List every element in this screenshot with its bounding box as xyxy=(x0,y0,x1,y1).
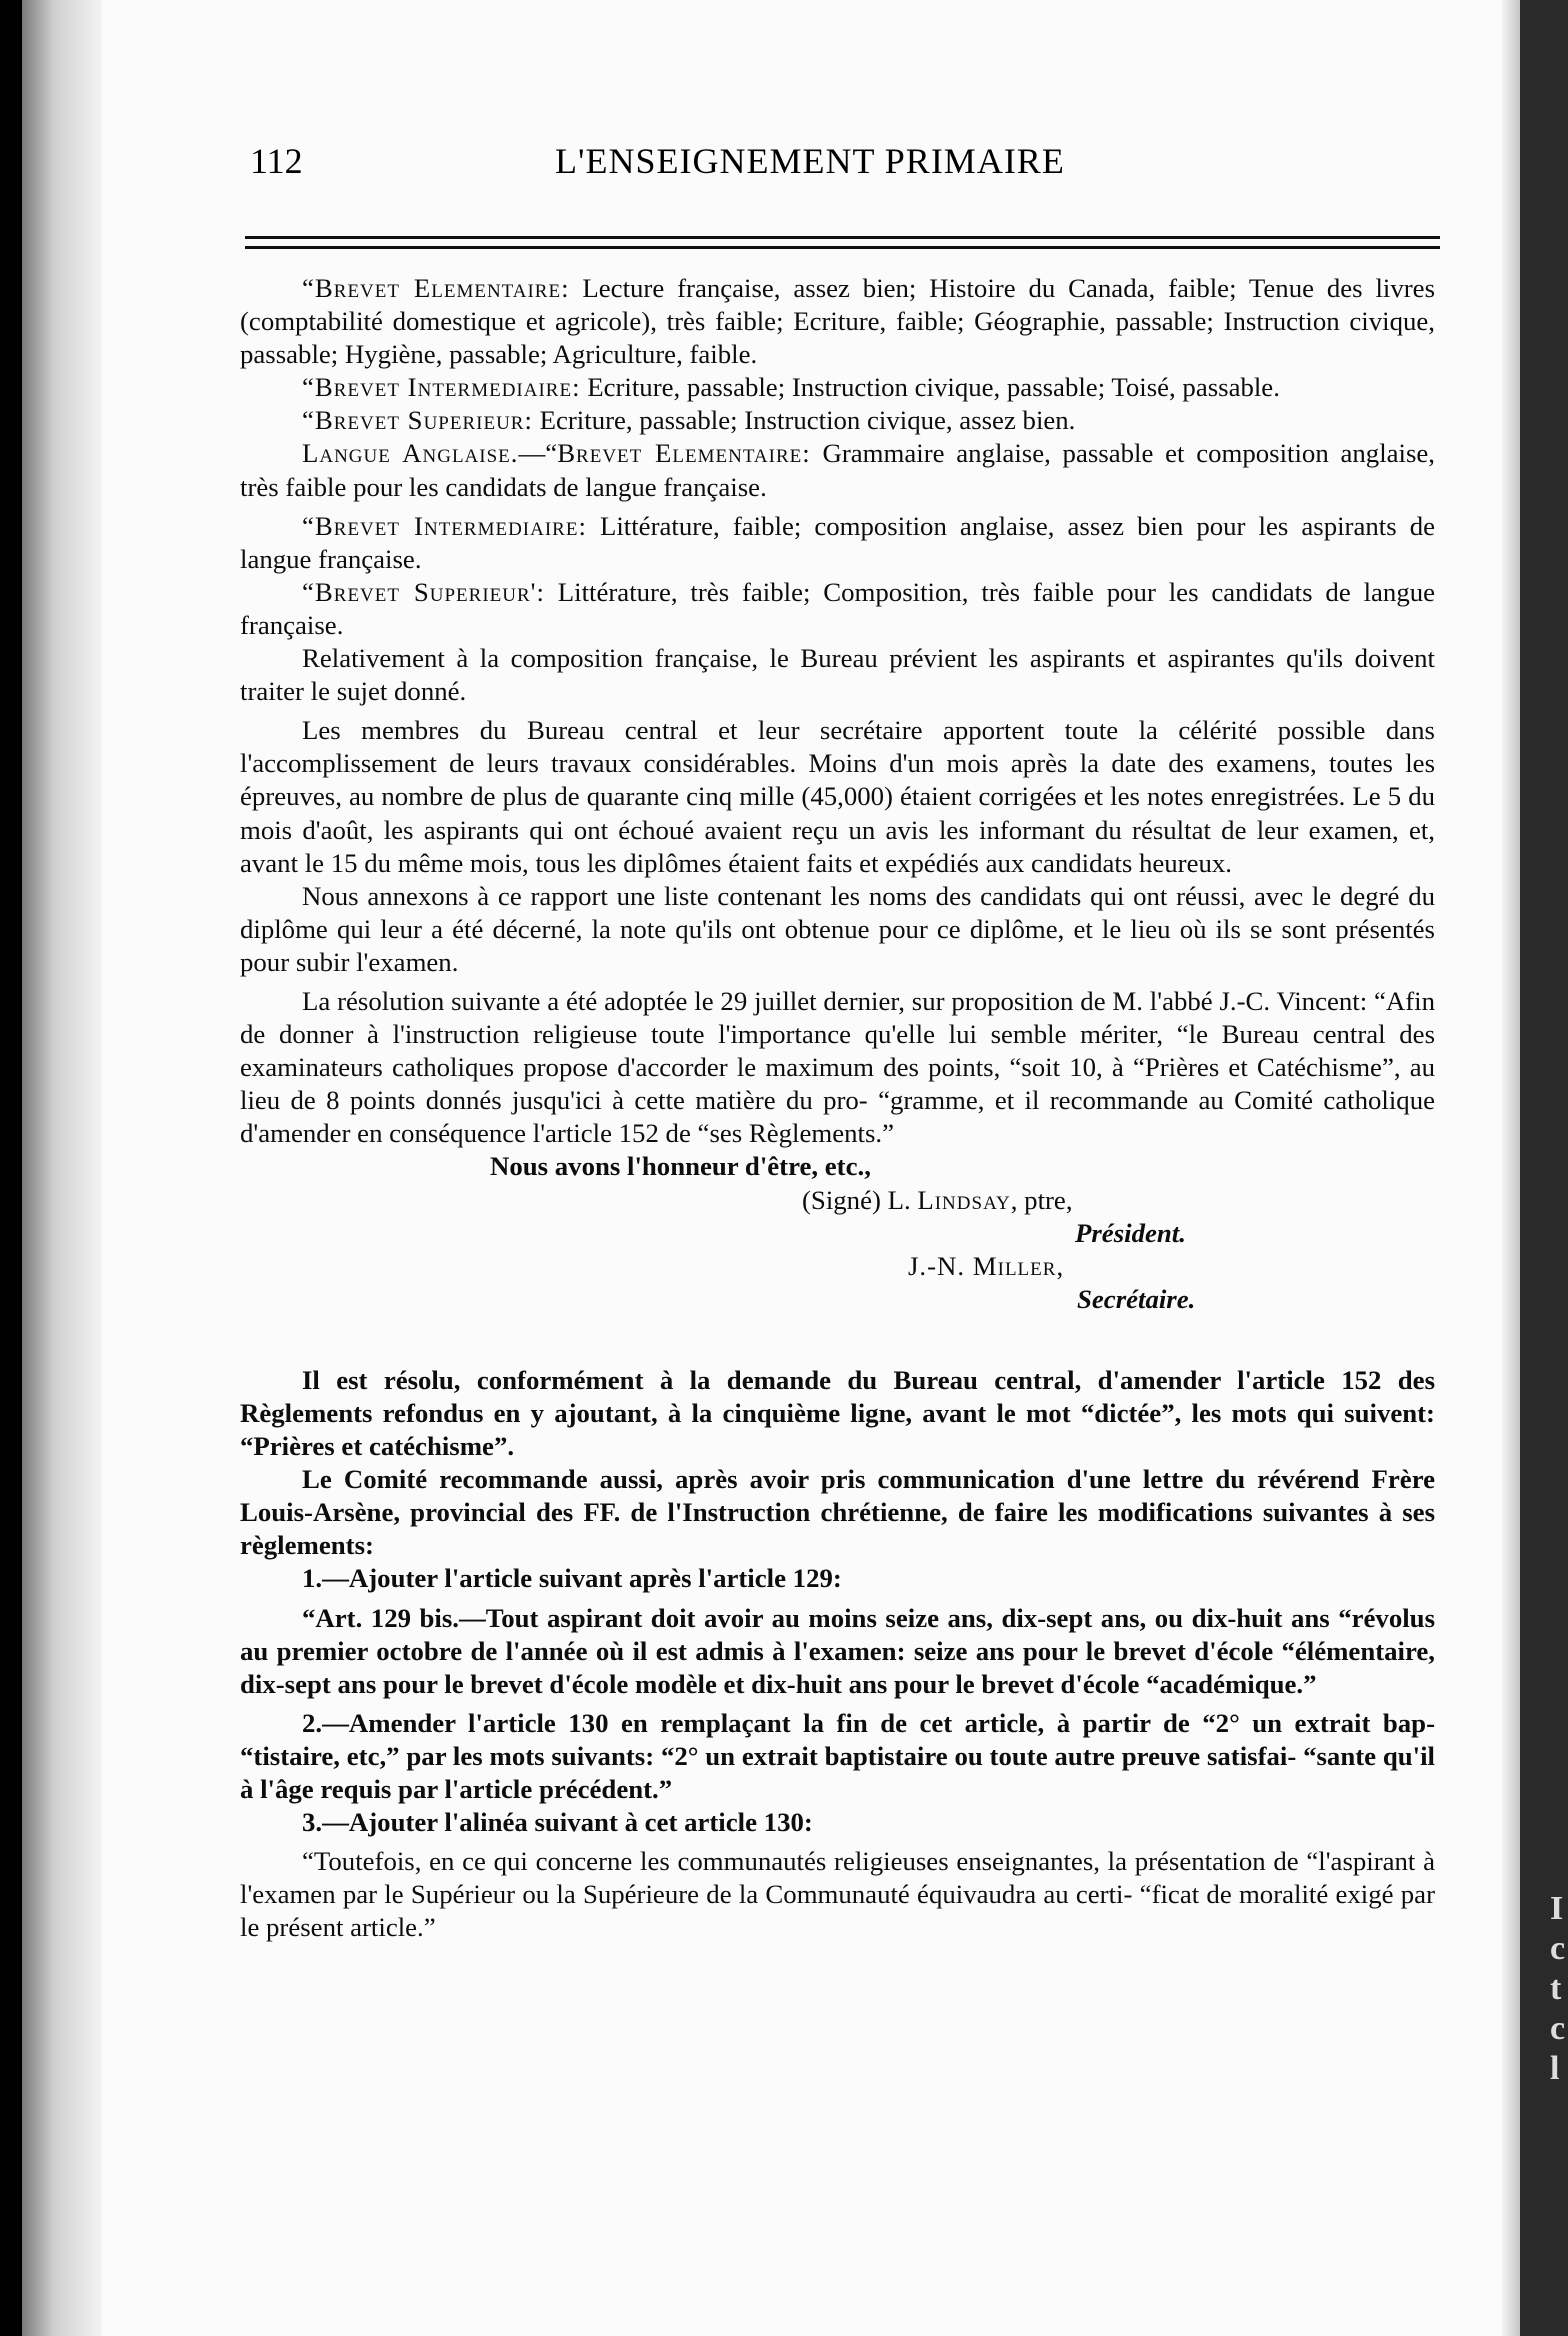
header-rule xyxy=(245,236,1440,239)
adjacent-page-fragment: I xyxy=(1550,1890,1564,1927)
paragraph-text: Littérature, faible; composition anglaise, assez bien pour les aspirants de langue française. xyxy=(240,510,1435,574)
paragraph xyxy=(240,371,1435,404)
signed-line xyxy=(240,1184,1435,1217)
running-title: L'ENSEIGNEMENT PRIMAIRE xyxy=(555,141,1065,181)
subject-label: Langue Anglaise. xyxy=(302,438,519,469)
adjacent-page-fragment: c xyxy=(1550,2010,1566,2047)
subject-label: “Brevet Intermediaire: xyxy=(302,372,581,403)
signature-block xyxy=(240,1150,1435,1315)
running-header xyxy=(250,140,1440,200)
adjacent-page-fragment: t xyxy=(1550,1970,1562,2007)
adjacent-page-strip xyxy=(1520,0,1568,2336)
paragraph: “Art. 129 bis.—Tout aspirant doit avoir au moins seize ans, dix-sept ans, ou dix-huit ans “révolus au premier octobre de l'année où il est admis à l'examen: seize ans pour le brevet d'école “élémentaire, dix-sept ans pour le brevet d'école modèle et dix-huit ans pour le brevet d'école “académique.” xyxy=(240,1602,1435,1699)
header-rule xyxy=(245,246,1440,249)
signed-suffix: , ptre, xyxy=(1010,1184,1073,1215)
paragraph-text: Grammaire anglaise, passable et composition anglaise, très faible pour les candidats de langue française. xyxy=(240,438,1435,502)
paragraph: 3.—Ajouter l'alinéa suivant à cet article 130: xyxy=(302,1807,813,1838)
punctuation: —“ xyxy=(518,438,558,469)
paragraph xyxy=(240,404,1435,437)
paragraph: Il est résolu, conformément à la demande du Bureau central, d'amender l'article 152 des Règlements refondus en y ajoutant, à la cinquième ligne, avant le mot “dictée”, les mots qui suivent: “Prières et catéchisme”. xyxy=(240,1364,1435,1462)
subject-label: “Brevet Elementaire: xyxy=(302,273,570,303)
paragraph xyxy=(240,576,1435,642)
paragraph: La résolution suivante a été adoptée le 29 juillet dernier, sur proposition de M. l'abbé J.-C. Vincent: “Afin de donner à l'instruction religieuse toute l'importance qu'elle lui semble mériter, “le Bureau central des examinateurs catholiques propose d'accorder le maximum des points, “soit 10, à “Prières et Catéchisme”, au lieu de 8 points donnés jusqu'ici à cette matière du pro- “gramme, et il recommande au Comité catholique d'amender en conséquence l'article 152 de “ses Règlements.” xyxy=(240,985,1435,1149)
subject-label: Brevet Elementaire: xyxy=(557,438,811,469)
paragraph xyxy=(240,437,1435,503)
paragraph xyxy=(240,272,1435,371)
paragraph-text: Lecture française, assez bien; Histoire du Canada, faible; Tenue des livres (comptabilité domestique et agricole), très faible; Ecriture, faible; Géographie, passable; Instruction civique, passable; Hygiène, passable; Agriculture, faible. xyxy=(240,273,1436,370)
paragraph-text: Ecriture, passable; Instruction civique, assez bien. xyxy=(532,405,1076,436)
paragraph xyxy=(240,510,1435,576)
paragraph-text: Littérature, très faible; Composition, très faible pour les candidats de langue française. xyxy=(240,576,1436,640)
paragraph: Relativement à la composition française, le Bureau prévient les aspirants et aspirantes qu'ils doivent traiter le sujet donné. xyxy=(240,643,1435,707)
secretary-title: Secrétaire. xyxy=(1077,1283,1196,1314)
closing-line: Nous avons l'honneur d'être, etc., xyxy=(490,1151,871,1182)
paragraph: 1.—Ajouter l'article suivant après l'article 129: xyxy=(302,1563,842,1594)
president-title: Président. xyxy=(1075,1217,1186,1248)
paragraph: Nous annexons à ce rapport une liste contenant les noms des candidats qui ont réussi, avec le degré du diplôme qui leur a été décerné, la note qu'ils ont obtenue pour ce diplôme, et le lieu où ils se sont présentés pour subir l'examen. xyxy=(240,880,1435,977)
paragraph: Le Comité recommande aussi, après avoir pris communication d'une lettre du révérend Frère Louis-Arsène, provincial des FF. de l'Instruction chrétienne, de faire les modifications suivantes à ses règlements: xyxy=(240,1464,1435,1561)
paragraph: 2.—Amender l'article 130 en remplaçant la fin de cet article, à partir de “2° un extrait bap- “tistaire, etc,” par les mots suivants: “2° un extrait baptistaire ou toute autre preuve satisfai- “sante qu'il à l'âge requis par l'article précédent.” xyxy=(240,1707,1435,1805)
subject-label: “Brevet Intermediaire: xyxy=(302,510,587,541)
adjacent-page-fragment: l xyxy=(1550,2050,1560,2087)
paragraph: “Toutefois, en ce qui concerne les communautés religieuses enseignantes, la présentation de “l'aspirant à l'examen par le Supérieur ou la Supérieure de la Communauté équivaudra au certi- “ficat de moralité exigé par le présent article.” xyxy=(240,1846,1435,1943)
paragraph-text: Ecriture, passable; Instruction civique, passable; Toisé, passable. xyxy=(580,372,1280,403)
signatory-name: Lindsay xyxy=(917,1184,1011,1215)
page-number: 112 xyxy=(250,141,303,181)
subject-label: “Brevet Superieur': xyxy=(302,576,545,607)
section-break xyxy=(240,1316,1435,1364)
signed-prefix: (Signé) L. xyxy=(802,1184,918,1215)
page-body xyxy=(240,272,1435,1945)
secretary-name: J.-N. Miller, xyxy=(908,1250,1065,1281)
subject-label: “Brevet Superieur: xyxy=(302,405,533,436)
page-gutter-shadow xyxy=(22,0,102,2336)
adjacent-page-fragment: c xyxy=(1550,1930,1566,1967)
paragraph: Les membres du Bureau central et leur secrétaire apportent toute la célérité possible dans l'accomplissement de leurs travaux considérables. Moins d'un mois après la date des examens, toutes les épreuves, au nombre de plus de quarante cinq mille (45,000) étaient corrigées et les notes enregistrées. Le 5 du mois d'août, les aspirants qui ont échoué avaient reçu un avis les informant du résultat de leur examen, et, avant le 15 du même mois, tous les diplômes étaient faits et expédiés aux candidats heureux. xyxy=(240,715,1435,878)
